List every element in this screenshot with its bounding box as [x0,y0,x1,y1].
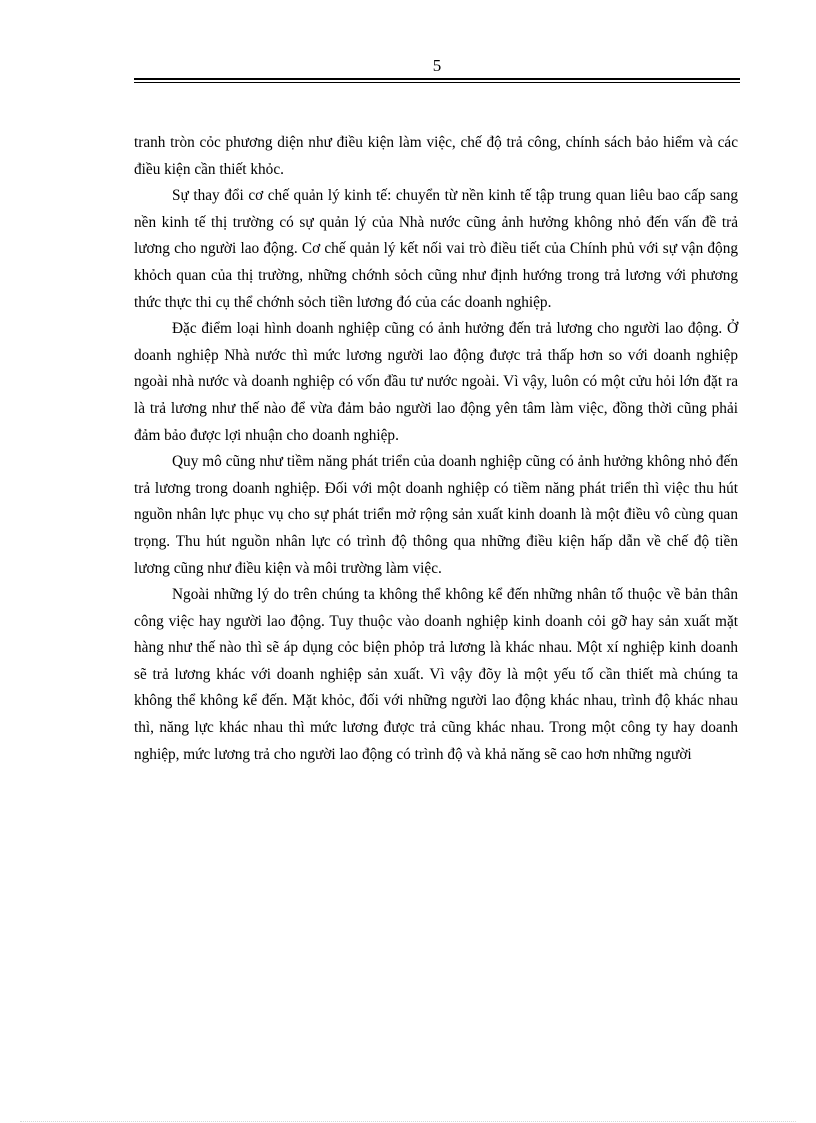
page-bottom-border [20,1121,796,1122]
header-rule-thin [134,82,740,83]
page-number: 5 [432,56,442,75]
document-body [134,130,738,768]
paragraph-scale-potential: Quy mô cũng như tiềm năng phát triển của doanh nghiệp cũng có ảnh hưởng không nhỏ đến trả lương trong doanh nghiệp. Đối với một doanh nghiệp có tiềm năng phát triển thì việc thu hút nguồn nhân lực phục vụ cho sự phát triển mở rộng sản xuất kinh doanh là một điều vô cùng quan trọng. Thu hút nguồn nhân lực có trình độ thông qua những điều kiện hấp dẫn về chế độ tiền lương cũng như điều kiện và môi trường làm việc. [134,453,738,577]
paragraph-economic-mechanism: Sự thay đổi cơ chế quản lý kinh tế: chuyển từ nền kinh tế tập trung quan liêu bao cấp sang nền kinh tế thị trường có sự quản lý của Nhà nước cũng ảnh hưởng không nhỏ đến vấn đề trả lương cho người lao động. Cơ chế quản lý kết nối vai trò điều tiết của Chính phủ với sự vận động khỏch quan của thị trường, những chớnh sỏch cũng như định hướng trong trả lương với phương thức thực thi cụ thể chớnh sỏch tiền lương đó của các doanh nghiệp. [134,187,738,311]
page-header [134,56,740,83]
paragraph-job-factors: Ngoài những lý do trên chúng ta không thể không kể đến những nhân tố thuộc về bản thân công việc hay người lao động. Tuy thuộc vào doanh nghiệp kinh doanh cỏi gỡ hay sản xuất mặt hàng như thế nào thì sẽ áp dụng cỏc biện phỏp trả lương là khác nhau. Một xí nghiệp kinh doanh sẽ trả lương khác với doanh nghiệp sản xuất. Vì vậy đõy là một yếu tố cần thiết mà chúng ta không thể không kể đến. Mặt khỏc, đối với những người lao động khác nhau, trình độ khác nhau thì, năng lực khác nhau thì mức lương được trả cũng khác nhau. Trong một công ty hay doanh nghiệp, mức lương trả cho người lao động có trình độ và khả năng sẽ cao hơn những người [134,586,738,763]
paragraph-continuation: tranh tròn cỏc phương diện như điều kiện làm việc, chế độ trả công, chính sách bảo hiểm và các điều kiện cần thiết khỏc. [134,134,738,178]
paragraph-enterprise-type: Đặc điểm loại hình doanh nghiệp cũng có ảnh hưởng đến trả lương cho người lao động. Ở doanh nghiệp Nhà nước thì mức lương người lao động được trả thấp hơn so với doanh nghiệp ngoài nhà nước và doanh nghiệp có vốn đầu tư nước ngoài. Vì vậy, luôn có một cửu hỏi lớn đặt ra là trả lương như thế nào để vừa đảm bảo người lao động yên tâm làm việc, đồng thời cũng phải đảm bảo được lợi nhuận cho doanh nghiệp. [134,320,738,444]
header-rule-thick [134,78,740,80]
